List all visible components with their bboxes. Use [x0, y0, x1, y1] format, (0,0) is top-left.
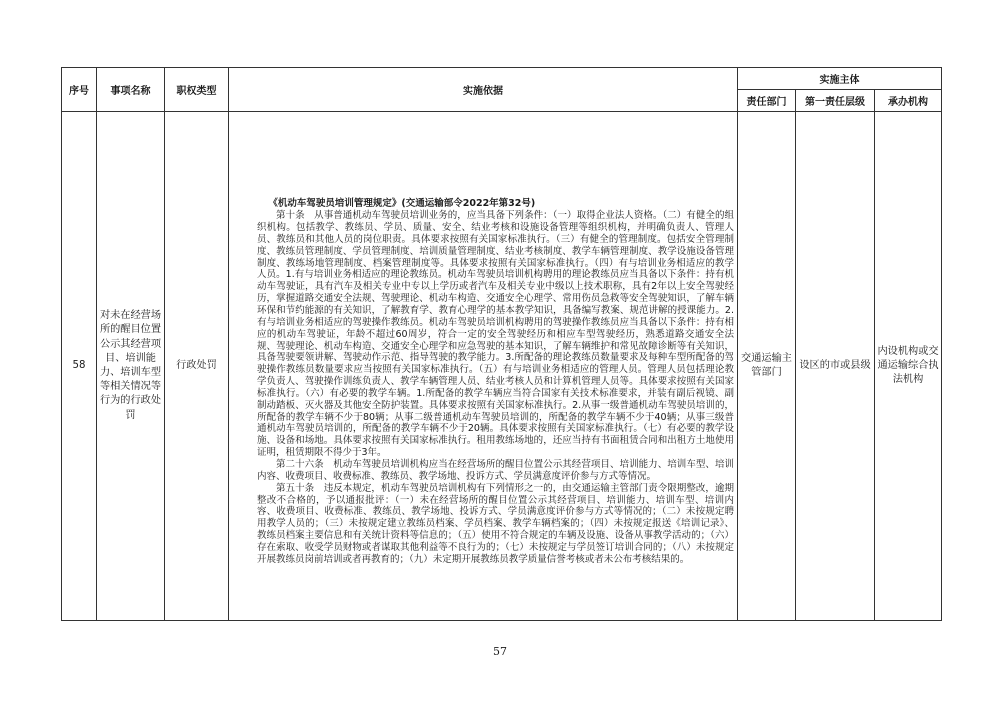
basis-title: 《机动车驾驶员培训管理规定》(交通运输部令2022年第32号) — [268, 198, 536, 210]
power-list-table — [61, 67, 942, 621]
header-subject: 实施主体 — [738, 68, 942, 90]
row-item-name: 对未在经营场所的醒目位置公示其经营项目、培训能力、培训车型等相关情况等行为的行政处罚 — [97, 112, 165, 621]
basis-article-50: 第五十条 违反本规定，机动车驾驶员培训机构有下列情形之一的，由交通运输主管部门责令限期整改，逾期整改不合格的，予以通报批评：（一）未在经营场所的醒目位置公示其经营项目、培训能力、培训车型、培训内容、收费项目、收费标准、教练员、教学场地、投诉方式、学员满意度评价参与方式等情况的；（二）未按规定聘用教学人员的；（三）未按规定建立教练员档案、学员档案、教学车辆档案的；（四）未按规定报送《培训记录》、教练员档案主要信息和有关统计资料等信息的；（五）使用不符合规定的车辆及设施、设备从事教学活动的；（六）存在索取、收受学员财物或者谋取其他利益等不良行为的；（七）未按规定与学员签订培训合同的；（八）未按规定开展教练员岗前培训或者再教育的；（九）未定期开展教练员教学质量信誉考核或者未公布考核结果的。 — [257, 482, 734, 565]
header-level: 第一责任层级 — [796, 90, 875, 112]
page-number: 57 — [493, 645, 507, 658]
header-dept: 责任部门 — [738, 90, 796, 112]
header-agency: 承办机构 — [875, 90, 942, 112]
header-seq: 序号 — [62, 68, 97, 112]
header-power-type: 职权类型 — [165, 68, 229, 112]
table-row — [62, 112, 942, 621]
row-dept: 交通运输主管部门 — [738, 112, 796, 621]
row-seq: 58 — [62, 112, 97, 621]
basis-article-26: 第二十六条 机动车驾驶员培训机构应当在经营场所的醒目位置公示其经营项目、培训能力、培训车型、培训内容、收费项目、收费标准、教练员、教学场地、投诉方式、学员满意度评价参与方式等情况。 — [257, 458, 734, 482]
basis-article-10: 第十条 从事普通机动车驾驶员培训业务的，应当具备下列条件：（一）取得企业法人资格。（二）有健全的组织机构。包括教学、教练员、学员、质量、安全、结业考核和设施设备管理等组织机构，并明确负责人、管理人员、教练员和其他人员的岗位职责。具体要求按照有关国家标准执行。（三）有健全的管理制度。包括安全管理制度、教练员管理制度、学员管理制度、培训质量管理制度、结业考核制度、教学车辆管理制度、教学设施设备管理制度、教练场地管理制度、档案管理制度等。具体要求按照有关国家标准执行。（四）有与培训业务相适应的教学人员。1.有与培训业务相适应的理论教练员。机动车驾驶员培训机构聘用的理论教练员应当具备以下条件：持有机动车驾驶证，具有汽车及相关专业中专以上学历或者汽车及相关专业中级以上技术职称，具有2年以上安全驾驶经历，掌握道路交通安全法规、驾驶理论、机动车构造、交通安全心理学、常用伤员急救等安全驾驶知识，了解车辆环保和节约能源的有关知识，了解教育学、教育心理学的基本教学知识，具备编写教案、规范讲解的授课能力。2.有与培训业务相适应的驾驶操作教练员。机动车驾驶员培训机构聘用的驾驶操作教练员应当具备以下条件：持有相应的机动车驾驶证，年龄不超过60周岁，符合一定的安全驾驶经历和相应车型驾驶经历，熟悉道路交通安全法规、驾驶理论、机动车构造、交通安全心理学和应急驾驶的基本知识，了解车辆维护和常见故障诊断等有关知识，具备驾驶要领讲解、驾驶动作示范、指导驾驶的教学能力。3.所配备的理论教练员数量要求及每种车型所配备的驾驶操作教练员数量要求应当按照有关国家标准执行。（五）有与培训业务相适应的管理人员。管理人员包括理论教学负责人、驾驶操作训练负责人、教学车辆管理人员、结业考核人员和计算机管理人员等。具体要求按照有关国家标准执行。（六）有必要的教学车辆。1.所配备的教学车辆应当符合国家有关技术标准要求，并装有副后视镜、副制动踏板、灭火器及其他安全防护装置。具体要求按照有关国家标准执行。2.从事一级普通机动车驾驶员培训的，所配备的教学车辆不少于80辆；从事二级普通机动车驾驶员培训的，所配备的教学车辆不少于40辆；从事三级普通机动车驾驶员培训的，所配备的教学车辆不少于20辆。具体要求按照有关国家标准执行。（七）有必要的教学设施、设备和场地。具体要求按照有关国家标准执行。租用教练场地的，还应当持有书面租赁合同和出租方土地使用证明，租赁期限不得少于3年。 — [257, 210, 734, 459]
row-power-type: 行政处罚 — [165, 112, 229, 621]
row-agency: 内设机构或交通运输综合执法机构 — [875, 112, 942, 621]
header-item-name: 事项名称 — [97, 68, 165, 112]
header-basis: 实施依据 — [229, 68, 738, 112]
basis-text — [257, 166, 734, 565]
row-basis — [229, 112, 738, 621]
row-level: 设区的市或县级 — [796, 112, 875, 621]
header-row-1 — [62, 68, 942, 90]
